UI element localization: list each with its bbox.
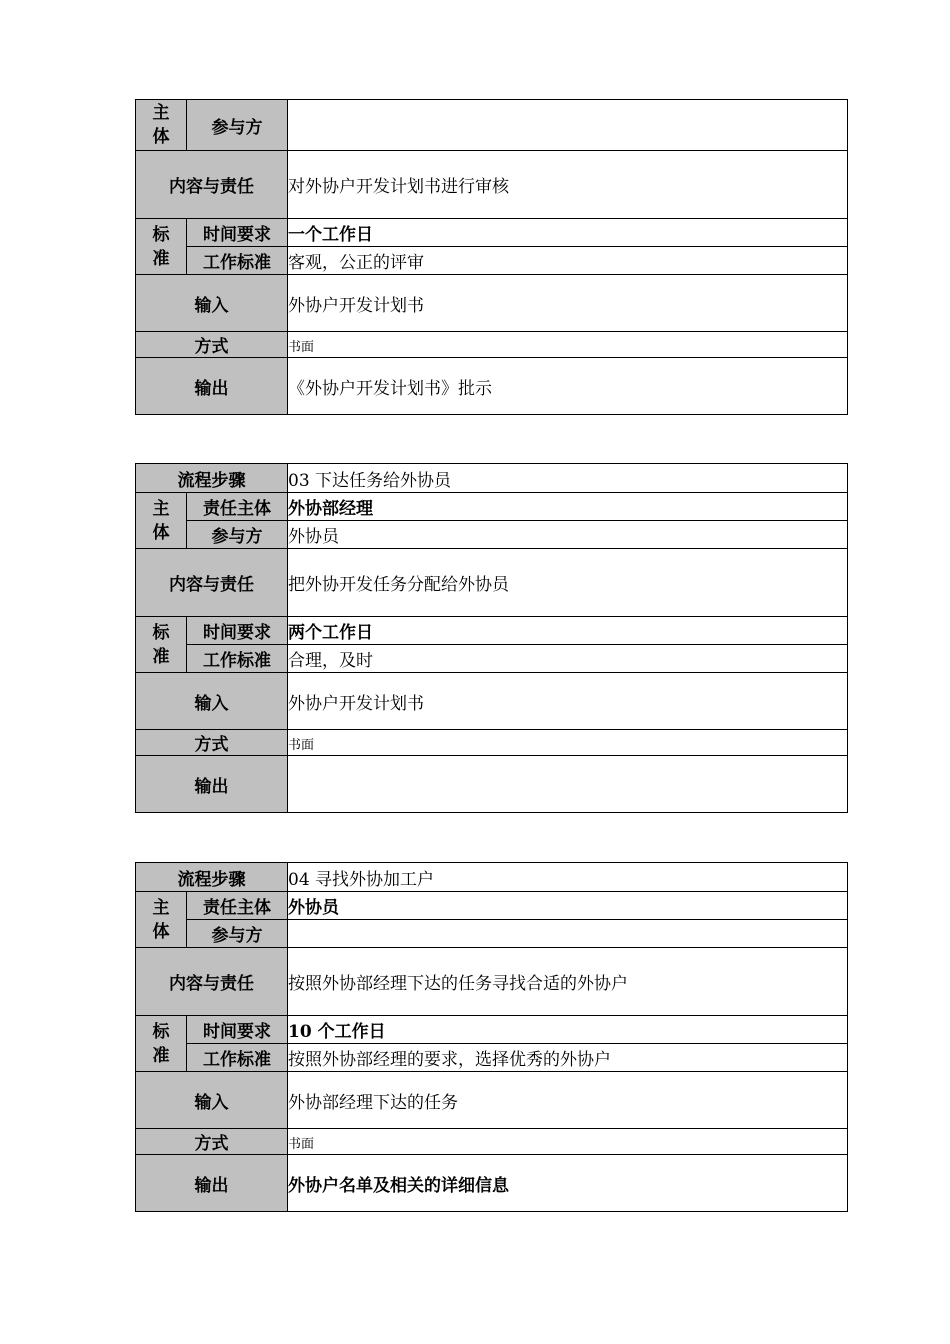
- process-table-2: [135, 463, 848, 813]
- content-value: 把外协开发任务分配给外协员: [288, 549, 848, 617]
- process-table-1: [135, 99, 848, 415]
- content-label: 内容与责任: [136, 549, 288, 617]
- work-standard-value: 合理，及时: [288, 645, 848, 673]
- output-value: 《外协户开发计划书》批示: [288, 358, 848, 415]
- standard-label: 标 准: [136, 617, 187, 673]
- participant-value: [288, 920, 848, 948]
- input-value: 外协户开发计划书: [288, 673, 848, 730]
- content-label: 内容与责任: [136, 948, 288, 1016]
- time-requirement-label: 时间要求: [187, 1016, 288, 1044]
- output-label: 输出: [136, 1155, 288, 1212]
- work-standard-value: 客观，公正的评审: [288, 247, 848, 275]
- subject-label: 主 体: [136, 892, 187, 948]
- responsible-label: 责任主体: [187, 493, 288, 521]
- method-label: 方式: [136, 332, 288, 358]
- input-label: 输入: [136, 673, 288, 730]
- output-label: 输出: [136, 756, 288, 813]
- method-label: 方式: [136, 730, 288, 756]
- time-requirement-value: 一个工作日: [288, 219, 848, 247]
- input-value: 外协户开发计划书: [288, 275, 848, 332]
- participant-value: 外协员: [288, 521, 848, 549]
- method-label: 方式: [136, 1129, 288, 1155]
- work-standard-label: 工作标准: [187, 1044, 288, 1072]
- work-standard-label: 工作标准: [187, 645, 288, 673]
- step-value: 03 下达任务给外协员: [288, 464, 848, 493]
- input-value: 外协部经理下达的任务: [288, 1072, 848, 1129]
- input-label: 输入: [136, 1072, 288, 1129]
- output-label: 输出: [136, 358, 288, 415]
- responsible-value: 外协员: [288, 892, 848, 920]
- responsible-value: 外协部经理: [288, 493, 848, 521]
- time-requirement-label: 时间要求: [187, 219, 288, 247]
- standard-label: 标 准: [136, 219, 187, 275]
- method-value: 书面: [288, 1129, 848, 1155]
- responsible-label: 责任主体: [187, 892, 288, 920]
- participant-label: 参与方: [187, 920, 288, 948]
- step-value: 04 寻找外协加工户: [288, 863, 848, 892]
- time-requirement-label: 时间要求: [187, 617, 288, 645]
- participant-value: [288, 100, 848, 151]
- work-standard-value: 按照外协部经理的要求，选择优秀的外协户: [288, 1044, 848, 1072]
- subject-label: 主 体: [136, 493, 187, 549]
- participant-label: 参与方: [187, 100, 288, 151]
- step-label: 流程步骤: [136, 464, 288, 493]
- method-value: 书面: [288, 730, 848, 756]
- input-label: 输入: [136, 275, 288, 332]
- step-label: 流程步骤: [136, 863, 288, 892]
- content-label: 内容与责任: [136, 151, 288, 219]
- subject-label: 主 体: [136, 100, 187, 151]
- process-table-3: [135, 862, 848, 1212]
- time-requirement-value: 10 个工作日: [288, 1016, 848, 1044]
- method-value: 书面: [288, 332, 848, 358]
- time-requirement-value: 两个工作日: [288, 617, 848, 645]
- standard-label: 标 准: [136, 1016, 187, 1072]
- participant-label: 参与方: [187, 521, 288, 549]
- content-value: 对外协户开发计划书进行审核: [288, 151, 848, 219]
- output-value: [288, 756, 848, 813]
- output-value: 外协户名单及相关的详细信息: [288, 1155, 848, 1212]
- content-value: 按照外协部经理下达的任务寻找合适的外协户: [288, 948, 848, 1016]
- work-standard-label: 工作标准: [187, 247, 288, 275]
